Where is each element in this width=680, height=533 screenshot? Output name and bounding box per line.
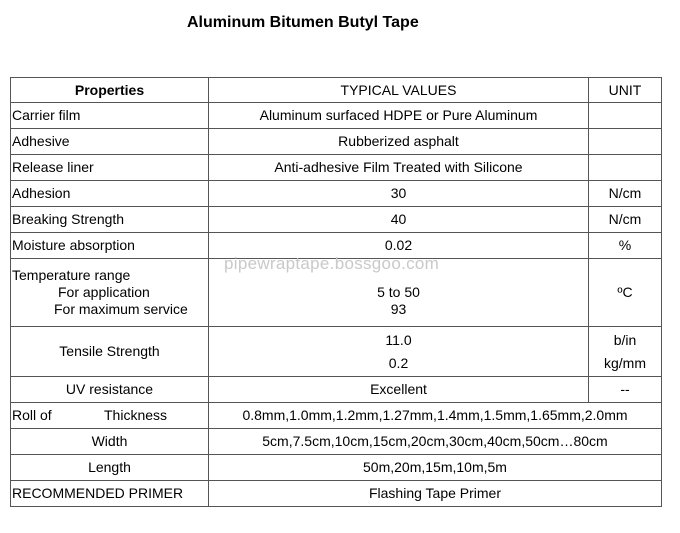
value-breaking-strength: 40 — [209, 207, 589, 233]
table-row — [11, 129, 662, 155]
value-for-application: 5 to 50 — [377, 284, 420, 300]
value-uv-resistance: Excellent — [209, 377, 589, 403]
properties-table — [10, 77, 662, 507]
property-moisture-absorption: Moisture absorption — [11, 233, 209, 259]
table-row — [11, 377, 662, 403]
header-properties: Properties — [11, 78, 209, 103]
table-row — [11, 207, 662, 233]
unit-tensile-strength — [589, 327, 662, 377]
property-adhesive: Adhesive — [11, 129, 209, 155]
unit-uv-resistance: -- — [589, 377, 662, 403]
value-carrier-film: Aluminum surfaced HDPE or Pure Aluminum — [209, 103, 589, 129]
value-adhesive: Rubberized asphalt — [209, 129, 589, 155]
property-uv-resistance: UV resistance — [11, 377, 209, 403]
unit-release-liner — [589, 155, 662, 181]
header-unit: UNIT — [589, 78, 662, 103]
value-for-maximum-service: 93 — [390, 301, 407, 317]
unit-temperature-range: ºC — [589, 259, 662, 327]
unit-b-in: b/in — [613, 331, 637, 348]
property-roll-thickness — [11, 403, 209, 429]
table-row — [11, 181, 662, 207]
roll-of-label: Roll of — [12, 407, 52, 423]
document-title: Aluminum Bitumen Butyl Tape — [187, 14, 419, 31]
for-maximum-service-label: For maximum service — [54, 301, 188, 317]
value-adhesion: 30 — [209, 181, 589, 207]
table-row — [11, 403, 662, 429]
property-recommended-primer: RECOMMENDED PRIMER — [11, 481, 209, 507]
value-moisture-absorption: 0.02 — [209, 233, 589, 259]
property-width: Width — [11, 429, 209, 455]
value-width: 5cm,7.5cm,10cm,15cm,20cm,30cm,40cm,50cm…80cm — [209, 429, 662, 455]
unit-moisture-absorption: % — [589, 233, 662, 259]
property-carrier-film: Carrier film — [11, 103, 209, 129]
table-row — [11, 155, 662, 181]
table-row — [11, 103, 662, 129]
property-breaking-strength: Breaking Strength — [11, 207, 209, 233]
header-typical-values: TYPICAL VALUES — [209, 78, 589, 103]
unit-breaking-strength: N/cm — [589, 207, 662, 233]
value-tensile-strength — [209, 327, 589, 377]
table-header-row — [11, 78, 662, 103]
value-length: 50m,20m,15m,10m,5m — [209, 455, 662, 481]
table-row — [11, 429, 662, 455]
for-application-label: For application — [58, 284, 150, 300]
unit-kg-mm: kg/mm — [604, 354, 646, 371]
unit-adhesive — [589, 129, 662, 155]
watermark-text: pipewraptape.bossgoo.com — [224, 254, 440, 273]
unit-carrier-film — [589, 103, 662, 129]
value-recommended-primer: Flashing Tape Primer — [209, 481, 662, 507]
thickness-label: Thickness — [104, 407, 168, 423]
value-tensile-kg-mm: 0.2 — [388, 354, 409, 371]
table-row — [11, 327, 662, 377]
property-tensile-strength: Tensile Strength — [11, 327, 209, 377]
value-release-liner: Anti-adhesive Film Treated with Silicone — [209, 155, 589, 181]
property-release-liner: Release liner — [11, 155, 209, 181]
property-adhesion: Adhesion — [11, 181, 209, 207]
property-temperature-range — [11, 259, 209, 327]
temperature-range-label: Temperature range — [12, 267, 131, 283]
value-thickness: 0.8mm,1.0mm,1.2mm,1.27mm,1.4mm,1.5mm,1.65mm,2.0mm — [209, 403, 662, 429]
unit-adhesion: N/cm — [589, 181, 662, 207]
property-length: Length — [11, 455, 209, 481]
value-tensile-b-in: 11.0 — [385, 331, 412, 348]
table-row — [11, 455, 662, 481]
table-row — [11, 481, 662, 507]
